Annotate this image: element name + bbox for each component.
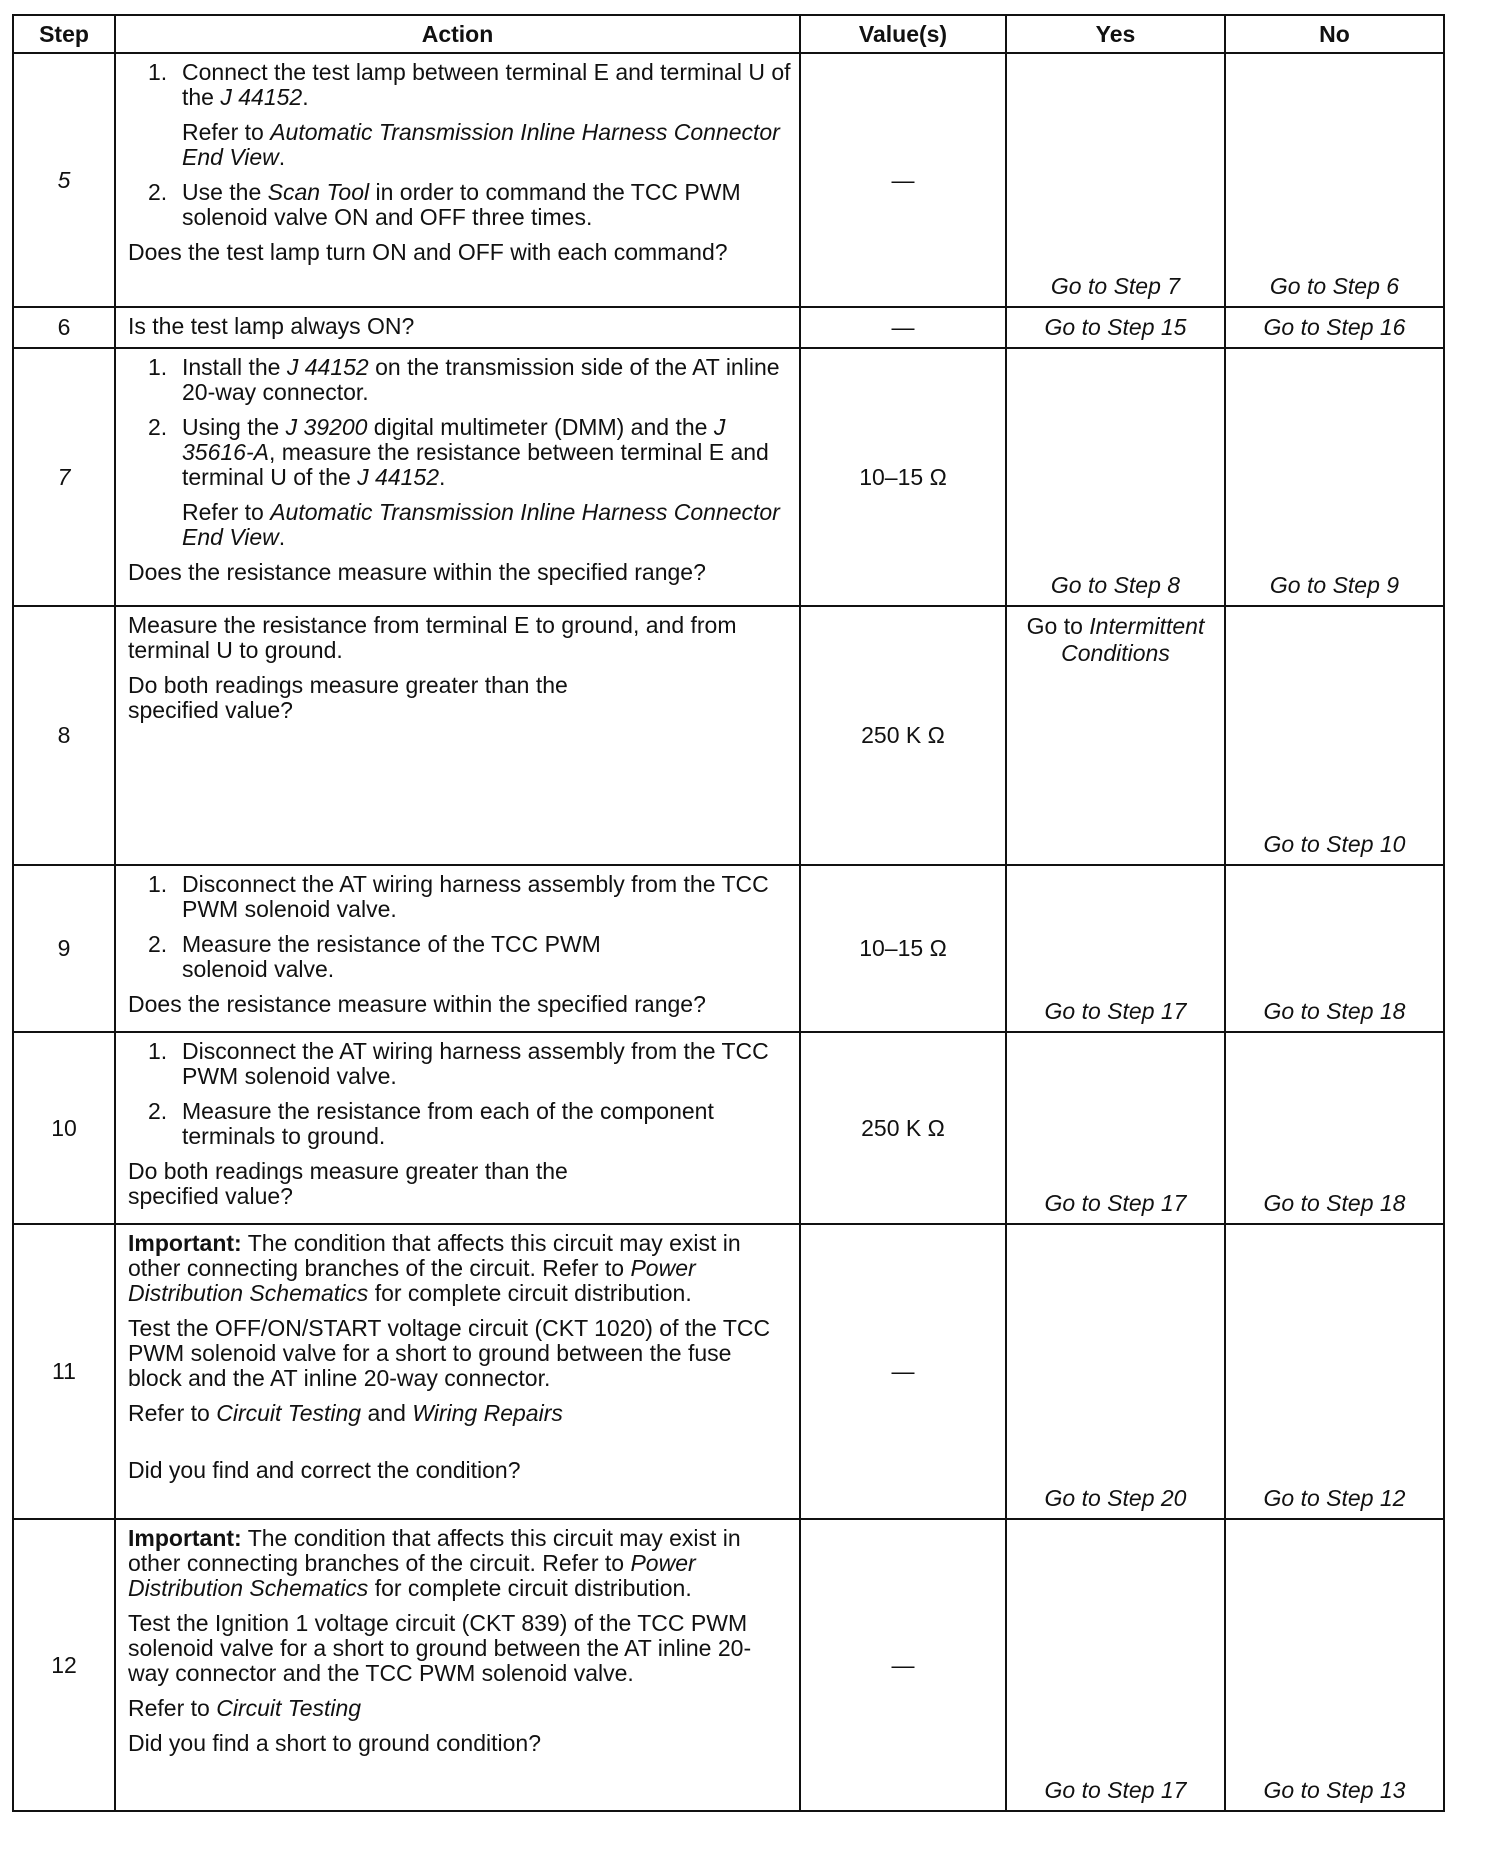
item-text: in order to command the TCC PWM solenoid valve ON and OFF three times. (182, 179, 741, 230)
action-cell (115, 606, 800, 865)
action-item (148, 60, 791, 110)
value-cell: 10–15 Ω (800, 865, 1006, 1032)
yes-link[interactable]: Go to Step 17 (1044, 1777, 1187, 1803)
header-row (13, 15, 1444, 53)
action-question: Do both readings measure greater than the specified value? (128, 672, 568, 723)
action-question: Does the resistance measure within the specified range? (128, 559, 706, 585)
item-number: 2. (148, 414, 168, 440)
item-text: on the transmission side of the AT inline 20-way connector. (182, 354, 780, 405)
item-text: . (302, 84, 309, 110)
tool-name: J 44152 (220, 84, 303, 110)
action-cell (115, 1032, 800, 1224)
action-item (148, 1099, 791, 1149)
value-cell: 250 K Ω (800, 1032, 1006, 1224)
no-link[interactable]: Go to Step 10 (1263, 831, 1406, 857)
item-text: . (439, 464, 446, 490)
action-question: Does the test lamp turn ON and OFF with each command? (128, 239, 728, 265)
reference-prefix: Refer to (182, 499, 271, 525)
item-text: Use the (182, 179, 268, 205)
item-text: Disconnect the AT wiring harness assembly from the TCC PWM solenoid valve. (182, 1038, 769, 1089)
circuit-testing-link[interactable]: Circuit Testing (216, 1400, 362, 1426)
header-action: Action (115, 15, 800, 53)
item-number: 1. (148, 1038, 168, 1064)
yes-cell (1006, 865, 1225, 1032)
yes-link[interactable]: Go to Step 8 (1050, 572, 1181, 598)
action-item (148, 872, 791, 922)
yes-cell (1006, 606, 1225, 865)
no-cell (1225, 53, 1444, 307)
action-cell (115, 865, 800, 1032)
reference (182, 500, 791, 550)
header-values: Value(s) (800, 15, 1006, 53)
yes-link[interactable] (1007, 613, 1224, 667)
item-text: Disconnect the AT wiring harness assembly from the TCC PWM solenoid valve. (182, 871, 769, 922)
tool-name: J 44152 (357, 464, 439, 490)
value-cell: — (800, 307, 1006, 348)
item-number: 1. (148, 354, 168, 380)
table-row-step-5 (13, 53, 1444, 307)
circuit-testing-link[interactable]: Circuit Testing (216, 1695, 362, 1721)
action-cell (115, 348, 800, 606)
no-link[interactable]: Go to Step 16 (1263, 314, 1406, 340)
item-text: Measure the resistance from each of the component terminals to ground. (182, 1098, 714, 1149)
action-question: Do both readings measure greater than the specified value? (128, 1158, 568, 1209)
item-text: Connect the test lamp between terminal E and terminal U of the (182, 59, 791, 110)
action-item (148, 180, 791, 230)
no-link[interactable]: Go to Step 13 (1263, 1777, 1406, 1803)
action-question: Does the resistance measure within the specified range? (128, 991, 706, 1017)
yes-prefix: Go to (1026, 613, 1090, 639)
reference-prefix: Refer to (128, 1695, 217, 1721)
step-number: 7 (13, 348, 115, 606)
yes-link[interactable]: Go to Step 17 (1044, 1190, 1187, 1216)
action-question: Is the test lamp always ON? (128, 313, 415, 339)
action-cell (115, 307, 800, 348)
test-instruction: Test the OFF/ON/START voltage circuit (CKT 1020) of the TCC PWM solenoid valve for a short to ground between the fuse block and the AT inline 20-way connector. (128, 1315, 771, 1391)
yes-cell (1006, 1032, 1225, 1224)
reference (128, 1696, 791, 1721)
tool-name: J 35616-A (182, 414, 726, 465)
yes-link[interactable]: Go to Step 20 (1044, 1485, 1187, 1511)
power-distribution-link[interactable]: Power Distribution Schematics (128, 1550, 696, 1601)
value-cell: — (800, 1519, 1006, 1811)
action-item (148, 1039, 791, 1089)
no-link[interactable]: Go to Step 6 (1269, 273, 1400, 299)
item-number: 1. (148, 59, 168, 85)
table-row-step-10 (13, 1032, 1444, 1224)
step-number: 11 (13, 1224, 115, 1519)
value-cell: — (800, 53, 1006, 307)
step-number: 9 (13, 865, 115, 1032)
note-text: The condition that affects this circuit may exist in other connecting branches of the circuit. Refer to (128, 1525, 741, 1576)
table-row-step-8 (13, 606, 1444, 865)
tool-name: Scan Tool (267, 179, 370, 205)
item-text: , measure the resistance between terminal E and terminal U of the (182, 439, 769, 490)
tool-name: J 44152 (286, 354, 369, 380)
reference-mid: and (361, 1400, 413, 1426)
no-link[interactable]: Go to Step 12 (1263, 1485, 1406, 1511)
action-question: Did you find and correct the condition? (128, 1457, 521, 1483)
item-number: 2. (148, 179, 168, 205)
item-number: 2. (148, 931, 168, 957)
important-label: Important: (128, 1525, 242, 1551)
step-number: 6 (13, 307, 115, 348)
note-text: The condition that affects this circuit may exist in other connecting branches of the circuit. Refer to (128, 1230, 741, 1281)
action-cell (115, 1519, 800, 1811)
no-cell (1225, 1224, 1444, 1519)
yes-cell (1006, 53, 1225, 307)
table-row-step-11 (13, 1224, 1444, 1519)
no-cell (1225, 348, 1444, 606)
note-text: for complete circuit distribution. (368, 1280, 692, 1306)
action-question: Did you find a short to ground condition? (128, 1730, 541, 1756)
item-number: 2. (148, 1098, 168, 1124)
important-label: Important: (128, 1230, 242, 1256)
no-link[interactable]: Go to Step 18 (1263, 1190, 1406, 1216)
yes-link[interactable]: Go to Step 15 (1044, 314, 1187, 340)
no-cell (1225, 1519, 1444, 1811)
yes-cell (1006, 348, 1225, 606)
important-note (128, 1231, 791, 1306)
action-cell (115, 53, 800, 307)
step-number: 10 (13, 1032, 115, 1224)
note-text: for complete circuit distribution. (368, 1575, 692, 1601)
wiring-repairs-link[interactable]: Wiring Repairs (412, 1400, 563, 1426)
header-step: Step (13, 15, 115, 53)
value-cell: 10–15 Ω (800, 348, 1006, 606)
no-cell (1225, 307, 1444, 348)
item-number: 1. (148, 871, 168, 897)
yes-cell (1006, 1224, 1225, 1519)
yes-cell (1006, 1519, 1225, 1811)
reference-prefix: Refer to (128, 1400, 217, 1426)
reference (182, 120, 791, 170)
action-item (148, 415, 791, 490)
action-item (148, 355, 791, 405)
reference-link[interactable]: Automatic Transmission Inline Harness Connector End View (182, 499, 780, 550)
value-cell: — (800, 1224, 1006, 1519)
test-instruction: Test the Ignition 1 voltage circuit (CKT 839) of the TCC PWM solenoid valve for a short to ground between the AT inline 20-way connector and the TCC PWM solenoid valve. (128, 1610, 752, 1686)
item-text: Measure the resistance of the TCC PWM solenoid valve. (182, 931, 601, 982)
reference-end: . (278, 144, 286, 170)
step-number: 12 (13, 1519, 115, 1811)
table-row-step-12 (13, 1519, 1444, 1811)
value-cell: 250 K Ω (800, 606, 1006, 865)
yes-link[interactable]: Go to Step 7 (1050, 273, 1181, 299)
yes-link[interactable]: Go to Step 17 (1044, 998, 1187, 1024)
action-cell (115, 1224, 800, 1519)
tool-name: J 39200 (285, 414, 368, 440)
header-no: No (1225, 15, 1444, 53)
table-row-step-6 (13, 307, 1444, 348)
step-number: 5 (13, 53, 115, 307)
item-text: Using the (182, 414, 286, 440)
reference (128, 1401, 791, 1426)
reference-prefix: Refer to (182, 119, 271, 145)
item-text: digital multimeter (DMM) and the (367, 414, 714, 440)
no-cell (1225, 865, 1444, 1032)
intermittent-conditions-link[interactable]: Intermittent Conditions (1061, 613, 1205, 666)
header-yes: Yes (1006, 15, 1225, 53)
table-row-step-9 (13, 865, 1444, 1032)
important-note (128, 1526, 791, 1601)
reference-link[interactable]: Automatic Transmission Inline Harness Connector End View (182, 119, 780, 170)
table-row-step-7 (13, 348, 1444, 606)
no-link[interactable]: Go to Step 9 (1269, 572, 1400, 598)
no-cell (1225, 1032, 1444, 1224)
reference-end: . (278, 524, 286, 550)
power-distribution-link[interactable]: Power Distribution Schematics (128, 1255, 696, 1306)
action-text: Measure the resistance from terminal E to ground, and from terminal U to ground. (128, 612, 737, 663)
no-cell (1225, 606, 1444, 865)
diagnostic-table (12, 14, 1445, 1812)
no-link[interactable]: Go to Step 18 (1263, 998, 1406, 1024)
yes-cell (1006, 307, 1225, 348)
action-item (148, 932, 791, 982)
item-text: Install the (182, 354, 287, 380)
step-number: 8 (13, 606, 115, 865)
